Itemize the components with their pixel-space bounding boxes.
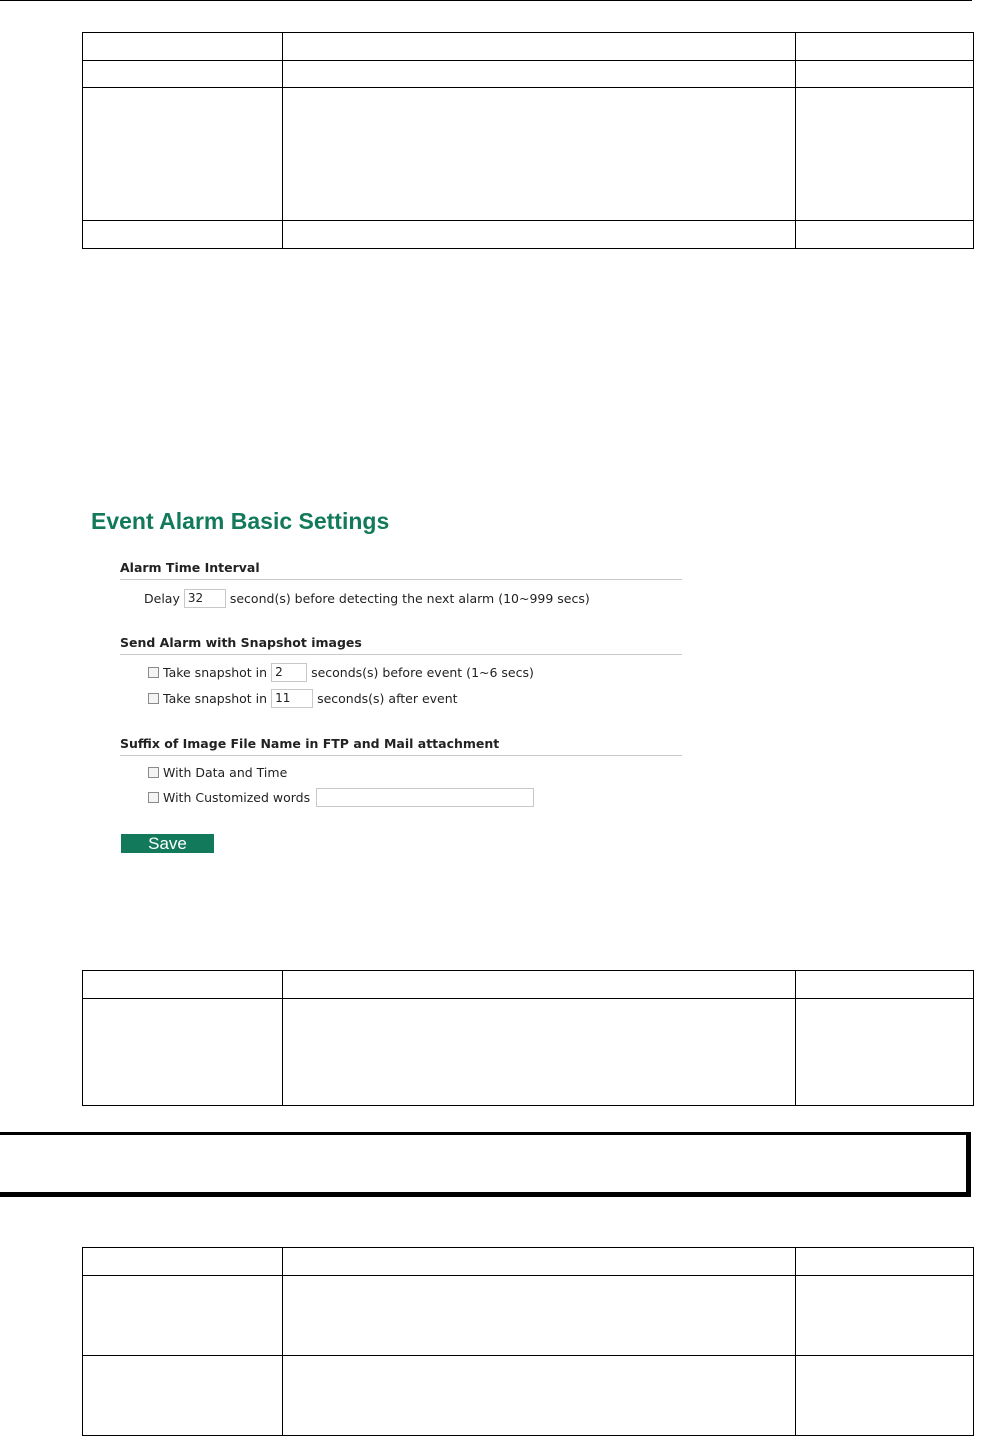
parameter-table-bottom bbox=[82, 1247, 974, 1436]
section-heading: Alarm Time Interval bbox=[120, 560, 682, 580]
table-row bbox=[83, 999, 974, 1106]
file-name-suffix-section bbox=[120, 736, 682, 756]
table-row bbox=[83, 88, 974, 221]
save-button[interactable]: Save bbox=[121, 834, 214, 853]
delay-suffix: second(s) before detecting the next alarm (10~999 secs) bbox=[229, 591, 590, 606]
snapshot-before-checkbox[interactable] bbox=[148, 667, 159, 678]
snapshot-after-row bbox=[148, 689, 458, 708]
page-header-rule bbox=[0, 0, 972, 1]
snapshot-before-suffix: seconds(s) before event (1~6 secs) bbox=[311, 665, 534, 680]
table-row bbox=[83, 1356, 974, 1436]
parameter-table-top bbox=[82, 32, 974, 249]
custom-words-row bbox=[148, 788, 538, 807]
page-title: Event Alarm Basic Settings bbox=[91, 508, 390, 534]
table-row bbox=[83, 61, 974, 88]
snapshot-after-checkbox[interactable] bbox=[148, 693, 159, 704]
event-alarm-settings-panel bbox=[82, 500, 702, 870]
delay-row bbox=[144, 589, 590, 608]
note-box bbox=[0, 1132, 971, 1197]
custom-words-input[interactable] bbox=[316, 788, 534, 807]
delay-label: Delay bbox=[144, 591, 180, 606]
table-header-row bbox=[83, 33, 974, 61]
alarm-time-interval-section bbox=[120, 560, 682, 580]
snapshot-before-input[interactable]: 2 bbox=[271, 663, 307, 682]
delay-input[interactable]: 32 bbox=[184, 589, 226, 608]
table-row bbox=[83, 221, 974, 249]
date-time-label: With Data and Time bbox=[163, 765, 288, 780]
snapshot-before-row bbox=[148, 663, 534, 682]
custom-words-checkbox[interactable] bbox=[148, 792, 159, 803]
date-time-checkbox[interactable] bbox=[148, 767, 159, 778]
date-time-row bbox=[148, 765, 287, 780]
table-header-row bbox=[83, 1248, 974, 1276]
snapshot-before-label: Take snapshot in bbox=[163, 665, 268, 680]
snapshot-after-suffix: seconds(s) after event bbox=[317, 691, 458, 706]
snapshot-section bbox=[120, 635, 682, 655]
table-row bbox=[83, 1276, 974, 1356]
snapshot-after-input[interactable]: 11 bbox=[271, 689, 313, 708]
parameter-table-middle bbox=[82, 970, 974, 1106]
snapshot-after-label: Take snapshot in bbox=[163, 691, 268, 706]
table-header-row bbox=[83, 971, 974, 999]
custom-words-label: With Customized words bbox=[163, 790, 311, 805]
section-heading: Send Alarm with Snapshot images bbox=[120, 635, 682, 655]
section-heading: Suffix of Image File Name in FTP and Mail attachment bbox=[120, 736, 682, 756]
